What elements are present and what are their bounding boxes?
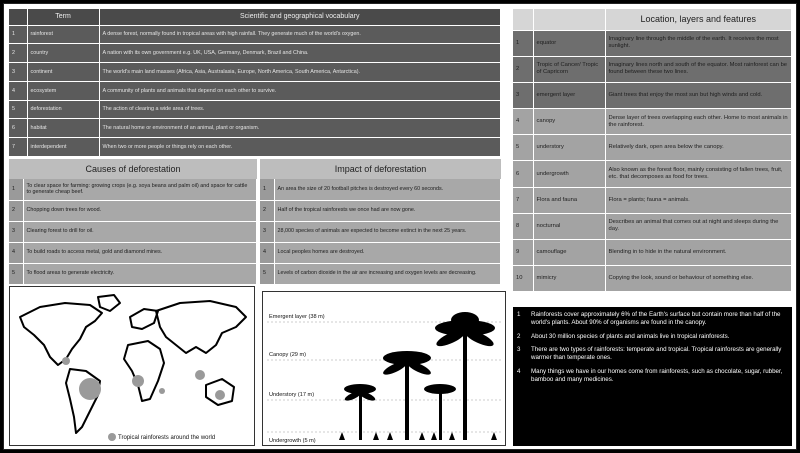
impact-text: 28,000 species of animals are expected to become extinct in the next 25 years. — [274, 221, 501, 242]
rainforest-dot-new-guinea — [215, 390, 225, 400]
vocab-num: 1 — [9, 25, 27, 44]
impact-text: Levels of carbon dioxide in the air are increasing and oxygen levels are decreasing. — [274, 263, 501, 284]
location-term: Tropic of Cancer/ Tropic of Capricorn — [533, 56, 605, 82]
causes-row — [9, 221, 257, 242]
location-title: Location, layers and features — [605, 9, 792, 30]
impact-row — [260, 200, 501, 221]
location-row — [513, 187, 792, 213]
vocab-desc: A community of plants and animals that depend on each other to survive. — [99, 81, 501, 100]
layer-label-understory: Understory (17 m) — [269, 392, 315, 398]
fact-item — [517, 311, 788, 328]
vocab-row — [9, 63, 501, 82]
location-num: 8 — [513, 213, 533, 239]
causes-text: To clear space for farming: growing crops (e.g. soya beans and palm oil) and space for cattle to generate cheap beef. — [23, 179, 257, 200]
north-america-outline — [20, 303, 102, 365]
fact-num: 1 — [517, 311, 521, 318]
causes-title: Causes of deforestation — [9, 159, 257, 179]
layer-label-emergent: Emergent layer (38 m) — [269, 314, 325, 320]
vocab-term: ecosystem — [27, 81, 99, 100]
impact-num: 4 — [260, 242, 274, 263]
world-map-panel — [9, 286, 255, 446]
location-row — [513, 161, 792, 187]
location-term: emergent layer — [533, 82, 605, 108]
rainforest-dot-central-america — [62, 357, 70, 365]
location-row — [513, 213, 792, 239]
vocab-desc: The natural home or environment of an animal, plant or organism. — [99, 119, 501, 138]
causes-num: 1 — [9, 179, 23, 200]
fact-text: About 30 million species of plants and animals live in tropical rainforests. — [531, 332, 730, 340]
impact-num: 3 — [260, 221, 274, 242]
location-desc: Flora = plants; fauna = animals. — [605, 187, 792, 213]
vocab-desc: The action of clearing a wide area of trees. — [99, 100, 501, 119]
location-term: camouflage — [533, 240, 605, 266]
causes-text: Clearing forest to drill for oil. — [23, 221, 257, 242]
palm-trees — [339, 312, 497, 440]
location-term: mimicry — [533, 266, 605, 292]
causes-row — [9, 179, 257, 200]
africa-outline — [124, 341, 164, 401]
vocab-row — [9, 138, 501, 157]
location-desc: Also known as the forest floor, mainly consisting of fallen trees, fruit, etc. that decomposes as food for trees. — [605, 161, 792, 187]
vocab-term: interdependent — [27, 138, 99, 157]
knowledge-organiser — [3, 3, 797, 450]
vocab-num: 6 — [9, 119, 27, 138]
south-america-outline — [66, 369, 100, 433]
location-desc: Giant trees that enjoy the most sun but high winds and cold. — [605, 82, 792, 108]
location-num: 7 — [513, 187, 533, 213]
location-num-header — [513, 9, 533, 30]
vocab-row — [9, 25, 501, 44]
location-term-header — [533, 9, 605, 30]
impact-text: An area the size of 20 football pitches is destroyed every 60 seconds. — [274, 179, 501, 200]
location-row — [513, 56, 792, 82]
causes-num: 4 — [9, 242, 23, 263]
vocab-num: 4 — [9, 81, 27, 100]
location-term: understory — [533, 135, 605, 161]
location-term: undergrowth — [533, 161, 605, 187]
fact-item — [517, 368, 788, 385]
causes-text: Chopping down trees for wood. — [23, 200, 257, 221]
vocab-num: 7 — [9, 138, 27, 157]
greenland-outline — [98, 295, 120, 311]
location-term: equator — [533, 30, 605, 56]
impact-num: 1 — [260, 179, 274, 200]
impact-panel — [260, 159, 501, 285]
vocab-desc: A dense forest, normally found in tropical areas with high rainfall. They generate much of the world's oxygen. — [99, 25, 501, 44]
vocab-row — [9, 81, 501, 100]
rainforest-layers-panel — [262, 291, 506, 446]
rainforest-dot-congo — [132, 375, 144, 387]
europe-outline — [130, 309, 158, 329]
vocab-row — [9, 119, 501, 138]
impact-title: Impact of deforestation — [260, 159, 501, 179]
causes-text: To flood areas to generate electricity. — [23, 263, 257, 284]
causes-panel — [9, 159, 257, 285]
fact-num: 3 — [517, 346, 521, 354]
fact-text: Rainforests cover approximately 6% of the Earth's surface but contain more than half of the world's plants. About 90% of organisms are found in the canopy. — [531, 311, 781, 327]
vocab-row — [9, 44, 501, 63]
vocab-term-header: Term — [27, 9, 99, 25]
location-table — [513, 9, 792, 305]
asia-outline — [156, 301, 246, 353]
impact-num: 5 — [260, 263, 274, 284]
location-row — [513, 30, 792, 56]
impact-row — [260, 263, 501, 284]
vocab-desc: The world's main land masses (Africa, Asia, Australasia, Europe, North America, South America, Antarctica). — [99, 63, 501, 82]
vocab-num: 2 — [9, 44, 27, 63]
location-desc: Copying the look, sound or behaviour of something else. — [605, 266, 792, 292]
location-desc: Imaginary line through the middle of the earth. It receives the most sunlight. — [605, 30, 792, 56]
location-num: 5 — [513, 135, 533, 161]
location-term: Flora and fauna — [533, 187, 605, 213]
rainforest-dot-southeast-asia — [195, 370, 205, 380]
vocab-term: country — [27, 44, 99, 63]
location-row — [513, 82, 792, 108]
location-row — [513, 266, 792, 292]
rainforest-dot-amazon — [79, 378, 101, 400]
causes-row — [9, 263, 257, 284]
location-row — [513, 240, 792, 266]
location-num: 3 — [513, 82, 533, 108]
causes-num: 5 — [9, 263, 23, 284]
vocab-term: rainforest — [27, 25, 99, 44]
layer-label-canopy: Canopy (29 m) — [269, 352, 306, 358]
vocab-term: deforestation — [27, 100, 99, 119]
vocab-desc: A nation with its own government e.g. UK, USA, Germany, Denmark, Brazil and China. — [99, 44, 501, 63]
map-legend: Tropical rainforests around the world — [118, 435, 216, 441]
vocabulary-table — [9, 9, 501, 157]
location-num: 10 — [513, 266, 533, 292]
world-map — [10, 287, 254, 445]
facts-panel — [513, 307, 792, 446]
location-num: 4 — [513, 109, 533, 135]
impact-num: 2 — [260, 200, 274, 221]
vocab-num: 5 — [9, 100, 27, 119]
fact-text: Many things we have in our homes come from rainforests, such as chocolate, sugar, rubber, bamboo and many medicines. — [531, 367, 783, 384]
fact-text: There are two types of rainforests: temperate and tropical. Tropical rainforests are generally warmer than temperate ones. — [531, 346, 782, 362]
causes-num: 2 — [9, 200, 23, 221]
location-num: 2 — [513, 56, 533, 82]
causes-row — [9, 200, 257, 221]
vocab-num: 3 — [9, 63, 27, 82]
impact-row — [260, 179, 501, 200]
rainforest-dot-madagascar — [159, 388, 165, 394]
vocab-term: continent — [27, 63, 99, 82]
legend-dot — [108, 433, 116, 441]
fact-num: 2 — [517, 332, 521, 340]
impact-text: Half of the tropical rainforests we once had are now gone. — [274, 200, 501, 221]
location-row — [513, 109, 792, 135]
location-num: 1 — [513, 30, 533, 56]
fact-item — [517, 333, 788, 341]
impact-row — [260, 242, 501, 263]
location-term: canopy — [533, 109, 605, 135]
location-desc: Blending in to hide in the natural environment. — [605, 240, 792, 266]
fact-item — [517, 346, 788, 363]
vocab-desc: When two or more people or things rely on each other. — [99, 138, 501, 157]
location-num: 9 — [513, 240, 533, 266]
location-row — [513, 135, 792, 161]
location-term: nocturnal — [533, 213, 605, 239]
layers-diagram — [263, 292, 505, 445]
causes-text: To build roads to access metal, gold and diamond mines. — [23, 242, 257, 263]
location-desc: Relatively dark, open area below the canopy. — [605, 135, 792, 161]
causes-row — [9, 242, 257, 263]
causes-num: 3 — [9, 221, 23, 242]
vocab-desc-header: Scientific and geographical vocabulary — [99, 9, 501, 25]
vocab-row — [9, 100, 501, 119]
location-desc: Describes an animal that comes out at night and sleeps during the day. — [605, 213, 792, 239]
vocab-term: habitat — [27, 119, 99, 138]
location-num: 6 — [513, 161, 533, 187]
location-desc: Imaginary lines north and south of the equator. Most rainforest can be found between these two lines. — [605, 56, 792, 82]
fact-num: 4 — [517, 367, 521, 375]
impact-text: Local peoples homes are destroyed. — [274, 242, 501, 263]
location-desc: Dense layer of trees overlapping each other. Home to most animals in the rainforest. — [605, 109, 792, 135]
impact-row — [260, 221, 501, 242]
layer-label-undergrowth: Undergrowth (5 m) — [269, 438, 316, 444]
vocab-num-header — [9, 9, 27, 25]
